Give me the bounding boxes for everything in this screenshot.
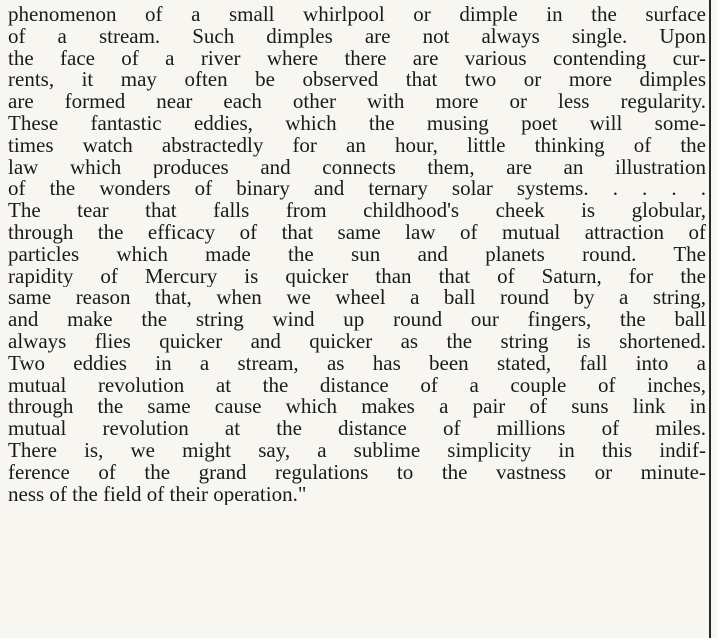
text-line: of a stream. Such dimples are not always single. Upon [8, 25, 706, 48]
text-line: times watch abstractedly for an hour, little thinking of the [8, 134, 706, 157]
text-line: phenomenon of a small whirlpool or dimple in the surface [8, 4, 706, 26]
text-line: mutual revolution at the distance of a couple of inches, [8, 374, 706, 397]
text-line: ference of the grand regulations to the vastness or minute- [8, 461, 706, 484]
column-rule [709, 0, 711, 638]
text-line: These fantastic eddies, which the musing poet will some- [8, 112, 706, 135]
text-line: through the same cause which makes a pair of suns link in [8, 396, 706, 419]
text-line: through the efficacy of that same law of mutual attraction of [8, 221, 706, 244]
text-line: Two eddies in a stream, as has been stated, fall into a [8, 352, 706, 375]
text-line: of the wonders of binary and ternary solar systems. . . . . [8, 178, 706, 201]
text-line: mutual revolution at the distance of millions of miles. [8, 418, 706, 440]
text-line: law which produces and connects them, are an illustration [8, 156, 706, 179]
text-line: are formed near each other with more or less regularity. [8, 91, 706, 113]
text-line: rapidity of Mercury is quicker than that of Saturn, for the [8, 265, 706, 288]
text-line: rents, it may often be observed that two or more dimples [8, 69, 706, 92]
body-text [8, 4, 706, 505]
text-line: the face of a river where there are various contending cur- [8, 47, 706, 70]
text-line: There is, we might say, a sublime simplicity in this indif- [8, 439, 706, 462]
text-line: always flies quicker and quicker as the string is shortened. [8, 330, 706, 353]
text-line: same reason that, when we wheel a ball round by a string, [8, 287, 706, 310]
text-line: particles which made the sun and planets round. The [8, 243, 706, 266]
text-line: and make the string wind up round our fingers, the ball [8, 309, 706, 331]
text-line: The tear that falls from childhood's cheek is globular, [8, 200, 706, 222]
text-line: ness of the field of their operation." [8, 483, 307, 506]
